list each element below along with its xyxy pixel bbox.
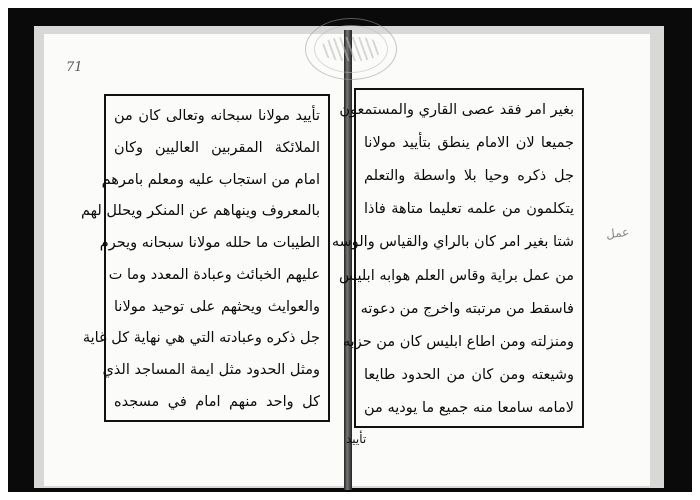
- text-line: ومثل الحدود مثل ايمة المساجد الذي: [102, 362, 320, 379]
- text-line: الملائكة المقربين العاليين وكان: [114, 139, 320, 156]
- text-line: جل ذكره وعبادته التي هي نهاية كل غاية: [82, 330, 320, 347]
- left-text-frame: [81, 94, 330, 422]
- text-line: عليهم الخبائث وعبادة المعدد وما ت: [108, 266, 320, 283]
- left-text-block: [81, 106, 320, 412]
- catchword: تأييد: [346, 432, 367, 446]
- text-line: وشيعته ومن كان من الحدود طايعا: [364, 366, 574, 383]
- text-line: الطيبات ما حلله مولانا سبحانه ويحرم: [99, 235, 320, 252]
- right-text-block: [331, 100, 574, 418]
- text-line: جميعا لان الامام ينطق بتأييد مولانا: [364, 135, 574, 152]
- text-line: بالمعروف وينهاهم عن المنكر ويحلل لهم: [81, 203, 320, 220]
- binding-gutter: [344, 30, 352, 490]
- library-seal-stamp: [305, 18, 397, 80]
- text-line: لامامه سامعا منه جميع ما يوديه من: [364, 399, 574, 416]
- text-line: تأييد مولانا سبحانه وتعالى كان من: [114, 108, 320, 124]
- text-line: بغير امر فقد عصى القاري والمستمعون: [339, 102, 574, 118]
- margin-annotation: عمل: [605, 224, 630, 242]
- text-line: ومنزلته ومن اطاع ابليس كان من حزبه: [342, 333, 574, 350]
- text-line: يتكلمون من علمه تعليما متاهة فاذا: [364, 201, 574, 218]
- text-line: جل ذكره وحيا بلا واسطة والتعلم: [364, 168, 574, 185]
- text-line: كل واحد منهم امام في مسجده: [114, 393, 320, 410]
- right-text-frame: [331, 88, 584, 428]
- text-line: والعوايث ويحثهم على توحيد مولانا: [114, 298, 320, 315]
- text-line: من عمل براية وقاس العلم هوابه ابليس: [339, 267, 574, 284]
- text-line: شتا بغير امر كان بالراي والقياس والوسه: [331, 234, 574, 251]
- folio-number: 71: [66, 60, 83, 75]
- text-line: فاسقط من مرتبته واخرج من دعوته: [360, 300, 574, 317]
- text-line: امام من استجاب عليه ومعلم بامرهم: [101, 171, 320, 188]
